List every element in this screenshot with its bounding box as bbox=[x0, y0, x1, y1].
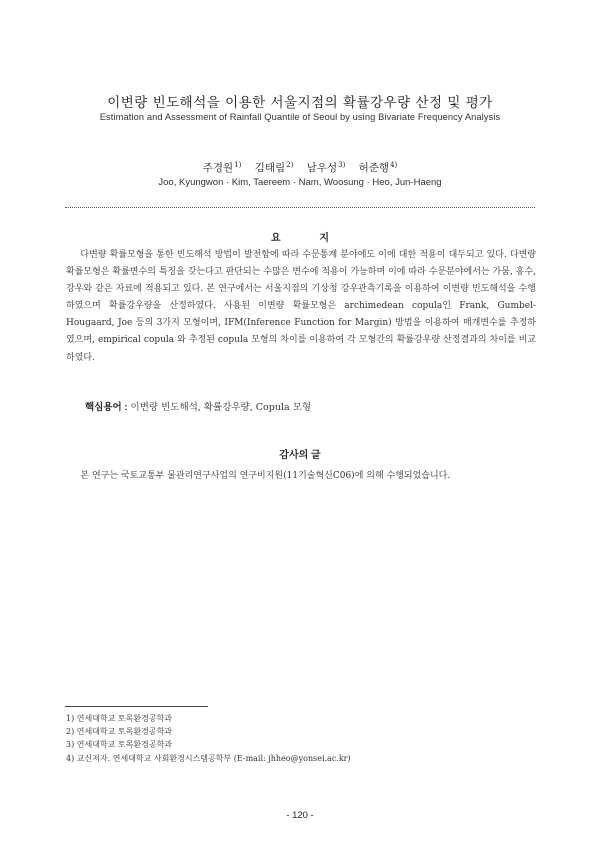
author: 주경원$^{1)}$ bbox=[202, 161, 242, 174]
abstract-text: 다변량 확률모형을 통한 빈도해석 방법이 발전함에 따라 수문통계 분야에도 이에 대한 적용이 대두되고 있다. 다변량 확률모형은 확률변수의 특징을 갖는다고 판단되는 수많은 변수에 적용이 가능하며 이에 따라 수문분야에서는 가뭄, 홍수, 강우와 같은 자료에 적용되고 있다. 본 연구에서는 서울지점의 기상청 강우관측기록을 이용하여 이변량 빈도해석을 수행하였으며 확률강우량을 산정하였다. 사용된 이변량 확률모형은 archimedean copula인 Frank, Gumbel-Hougaard, Joe 등의 3가지 모형이며, IFM(Inference Function for Margin) 방법을 이용하여 매개변수를 추정하였으며, empirical copula 와 추정된 copula 모형의 차이를 이용하여 각 모형간의 확률강우량 산정결과의 차이를 비교하였다. bbox=[66, 250, 536, 363]
author: 김태림$^{2)}$ bbox=[254, 161, 294, 174]
keywords bbox=[85, 399, 311, 413]
abstract-body bbox=[66, 247, 536, 367]
footnotes bbox=[66, 712, 536, 765]
footnote: 3) 연세대학교 토목환경공학과 bbox=[66, 740, 173, 750]
acknowledgement-heading: 감사의 글 bbox=[279, 450, 321, 461]
footnote: 2) 연세대학교 토목환경공학과 bbox=[66, 727, 173, 737]
keywords-text: 이변량 빈도해석, 확률강우량, Copula 모형 bbox=[130, 402, 312, 413]
footnote: 4) 교신저자. 연세대학교 사회환경시스템공학부 (E-mail: jhheo@yonsei.ac.kr) bbox=[66, 753, 351, 763]
footnote: 1) 연세대학교 토목환경공학과 bbox=[66, 714, 173, 723]
dotted-divider bbox=[65, 207, 535, 208]
keywords-label: 핵심용어 : bbox=[85, 402, 128, 413]
acknowledgement-text: 본 연구는 국토교통부 물관리연구사업의 연구비지원(11기술혁신C06)에 의해 수행되었습니다. bbox=[80, 471, 451, 481]
page-number: - 120 - bbox=[286, 810, 314, 821]
author-list-korean bbox=[0, 160, 600, 175]
abstract-heading: 요 지 bbox=[270, 233, 348, 244]
paper-title-english: Estimation and Assessment of Rainfall Quantile of Seoul by using Bivariate Frequency Analysis bbox=[99, 112, 501, 122]
author-list-english: Joo, Kyungwon · Kim, Taereem · Nam, Woosung · Heo, Jun-Haeng bbox=[158, 177, 442, 188]
author: 남우성$^{3)}$ bbox=[306, 161, 346, 174]
author: 허준행$^{4)}$ bbox=[358, 161, 398, 174]
footnote-divider bbox=[65, 706, 208, 707]
paper-title-korean: 이변량 빈도해석을 이용한 서울지점의 확률강우량 산정 및 평가 bbox=[107, 95, 493, 111]
